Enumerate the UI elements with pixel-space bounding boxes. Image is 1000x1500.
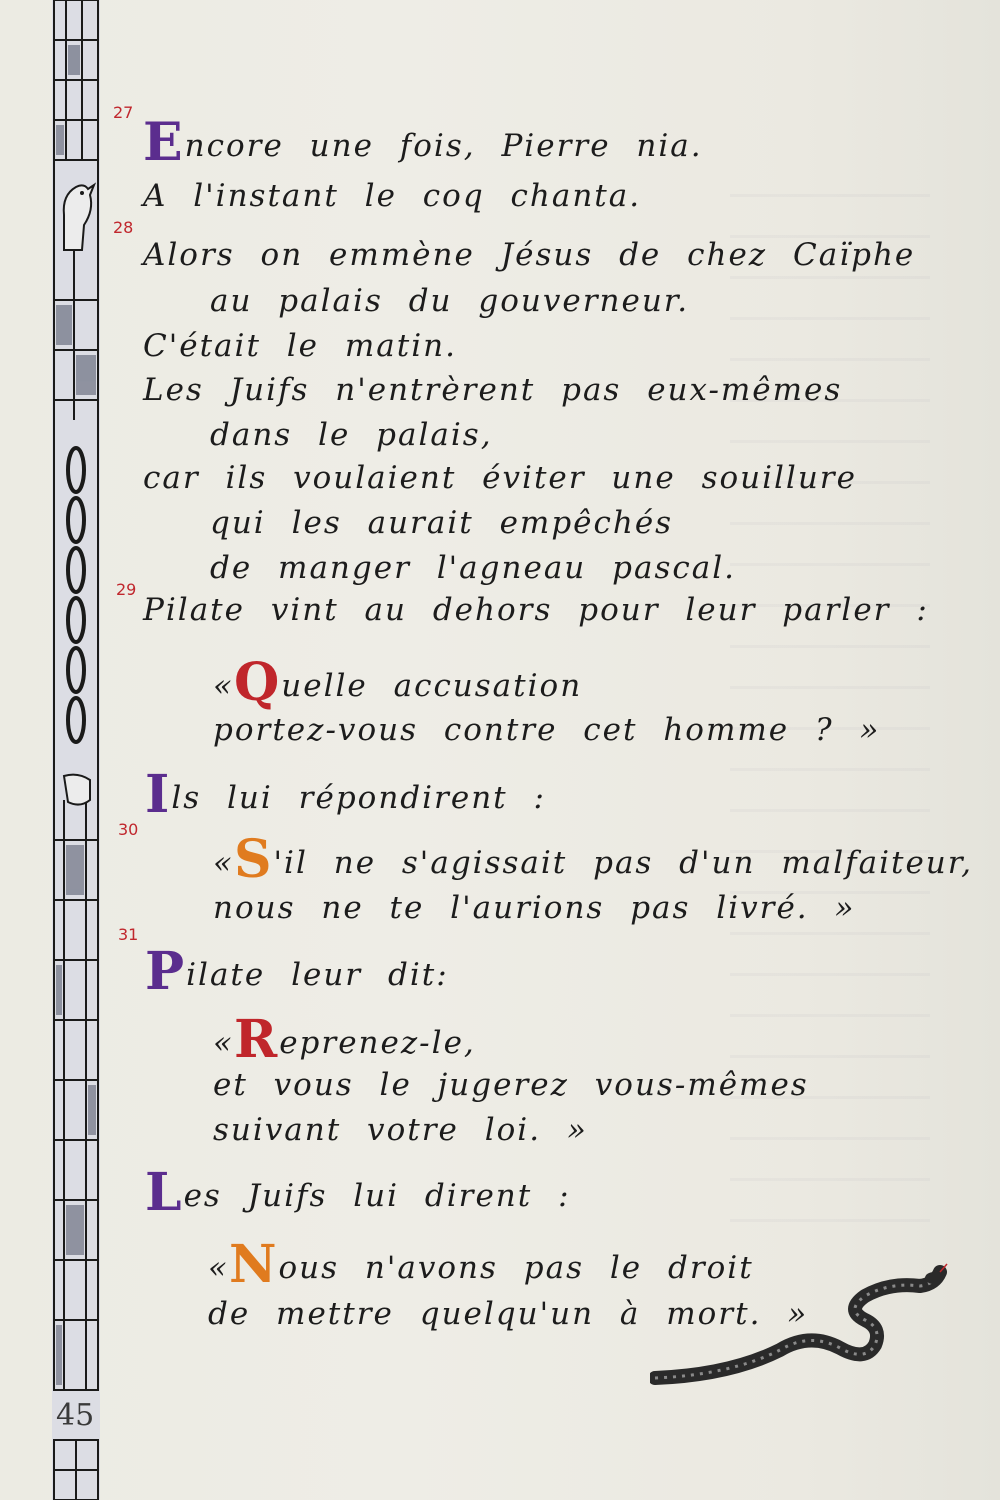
- line-text: eprenez-le,: [279, 1025, 476, 1061]
- text-line: [213, 1009, 476, 1070]
- text-line: [213, 829, 974, 890]
- text-line: et vous le jugerez vous-mêmes: [213, 1067, 809, 1103]
- initial-letter: R: [233, 1009, 280, 1070]
- quote-mark: «: [213, 1025, 234, 1061]
- initial-letter: Q: [233, 652, 282, 713]
- text-line: [145, 941, 449, 1002]
- text-line: C'était le matin.: [143, 328, 457, 364]
- initial-letter: S: [233, 829, 274, 890]
- text-line: [145, 1162, 571, 1223]
- quote-mark: «: [213, 668, 234, 704]
- initial-letter: N: [228, 1234, 279, 1295]
- line-text: ls lui répondirent :: [171, 780, 546, 816]
- text-line: Les Juifs n'entrèrent pas eux-mêmes: [143, 372, 843, 408]
- verse-number: 31: [118, 925, 139, 944]
- initial-letter: I: [145, 764, 172, 825]
- quote-mark: «: [213, 845, 234, 881]
- line-text: 'il ne s'agissait pas d'un malfaiteur,: [273, 845, 974, 881]
- chain-icon: [56, 440, 96, 800]
- line-text: ncore une fois, Pierre nia.: [184, 128, 703, 164]
- line-text: uelle accusation: [281, 668, 583, 704]
- hand-icon: [60, 770, 94, 810]
- text-line: [213, 652, 583, 713]
- initial-letter: E: [143, 112, 185, 173]
- text-line: portez-vous contre cet homme ? »: [213, 712, 881, 748]
- text-line: car ils voulaient éviter une souillure: [143, 460, 857, 496]
- line-text: es Juifs lui dirent :: [183, 1178, 571, 1214]
- text-line: Pilate vint au dehors pour leur parler :: [143, 592, 929, 628]
- verse-number: 29: [116, 580, 137, 599]
- text-line: suivant votre loi. »: [213, 1112, 588, 1148]
- initial-letter: P: [145, 941, 187, 1002]
- quote-mark: «: [208, 1250, 229, 1286]
- verse-number: 28: [113, 218, 134, 237]
- text-line: [145, 764, 546, 825]
- snake-icon: [650, 1260, 950, 1390]
- text-line: A l'instant le coq chanta.: [143, 178, 642, 214]
- text-line: nous ne te l'aurions pas livré. »: [213, 890, 856, 926]
- text-line: de mettre quelqu'un à mort. »: [208, 1296, 809, 1332]
- line-text: ous n'avons pas le droit: [278, 1250, 754, 1286]
- verse-number: 30: [118, 820, 139, 839]
- text-line: au palais du gouverneur.: [210, 283, 690, 319]
- text-line: de manger l'agneau pascal.: [210, 550, 736, 586]
- initial-letter: L: [145, 1162, 184, 1223]
- line-text: ilate leur dit:: [186, 957, 449, 993]
- rooster-icon: [54, 165, 98, 255]
- text-line: [143, 112, 703, 173]
- text-line: dans le palais,: [210, 417, 493, 453]
- verse-number: 27: [113, 103, 134, 122]
- text-line: qui les aurait empêchés: [210, 505, 674, 541]
- page-number: 45: [56, 1398, 95, 1433]
- text-line: Alors on emmène Jésus de chez Caïphe: [143, 237, 916, 273]
